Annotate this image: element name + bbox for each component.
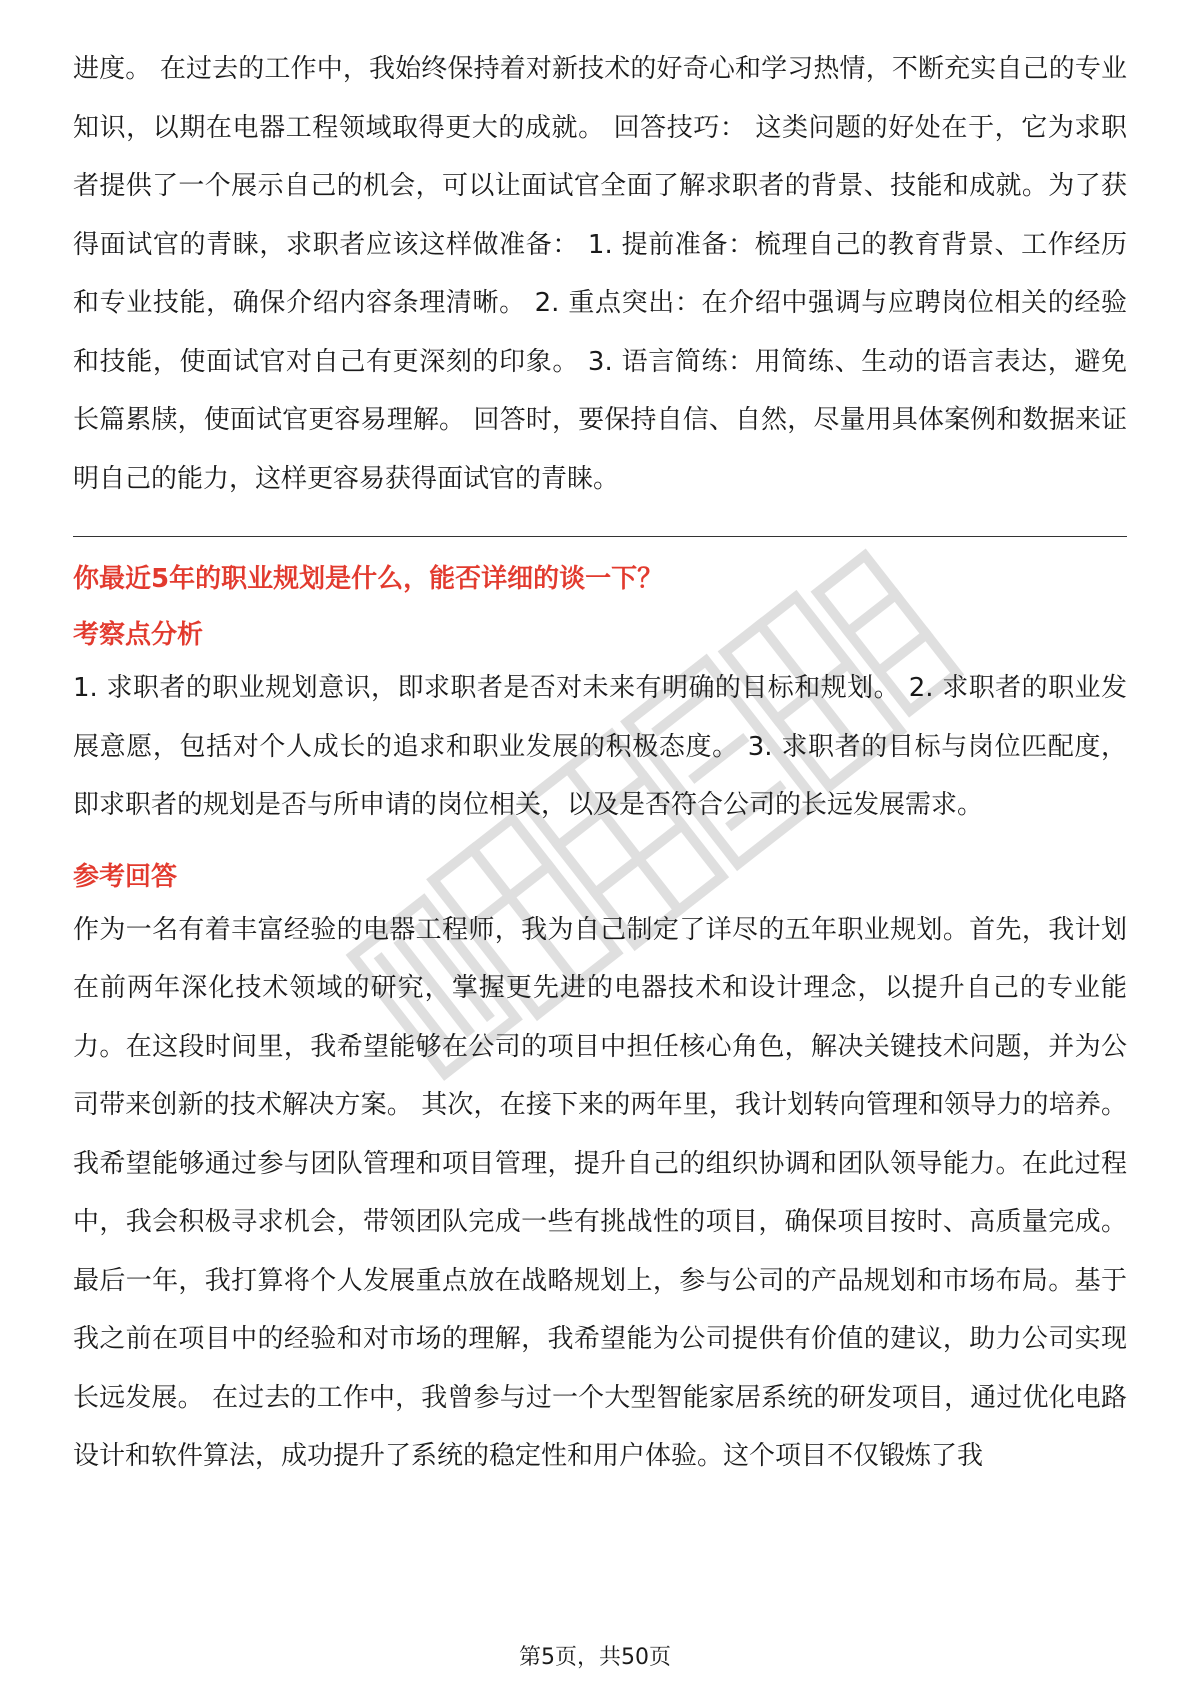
answer-heading: 参考回答 — [73, 861, 178, 892]
analysis-text: 1. 求职者的职业规划意识，即求职者是否对未来有明确的目标和规划。 2. 求职者的职业发展意愿，包括对个人成长的追求和职业发展的积极态度。 3. 求职者的目标与岗位匹配度，即求职者的规划是否与所申请的岗位相关，以及是否符合公司的长远发展需求。 — [73, 673, 1127, 820]
page-content — [73, 40, 1127, 1486]
question-title: 你最近5年的职业规划是什么，能否详细的谈一下？ — [73, 564, 664, 594]
page-footer: 第5页，共50页 — [519, 1645, 671, 1670]
analysis-heading: 考察点分析 — [73, 620, 204, 650]
answer-text: 作为一名有着丰富经验的电器工程师，我为自己制定了详尽的五年职业规划。首先，我计划在前两年深化技术领域的研究，掌握更先进的电器技术和设计理念，以提升自己的专业能力。在这段时间里，我希望能够在公司的项目中担任核心角色，解决关键技术问题，并为公司带来创新的技术解决方案。 其次，在接下来的两年里，我计划转向管理和领导力的培养。我希望能够通过参与团队管理和项目管理，提升自己的组织协调和团队领导能力。在此过程中，我会积极寻求机会，带领团队完成一些有挑战性的项目，确保项目按时、高质量完成。 最后一年，我打算将个人发展重点放在战略规划上，参与公司的产品规划和市场布局。基于我之前在项目中的经验和对市场的理解，我希望能为公司提供有价值的建议，助力公司实现长远发展。 在过去的工作中，我曾参与过一个大型智能家居系统的研发项目，通过优化电路设计和软件算法，成功提升了系统的稳定性和用户体验。这个项目不仅锻炼了我 — [73, 914, 1127, 1471]
intro-paragraph: 进度。 在过去的工作中，我始终保持着对新技术的好奇心和学习热情，不断充实自己的专业知识，以期在电器工程领域取得更大的成就。 回答技巧： 这类问题的好处在于，它为求职者提供了一个展示自己的机会，可以让面试官全面了解求职者的背景、技能和成就。为了获得面试官的青睐，求职者应该这样做准备： 1. 提前准备：梳理自己的教育背景、工作经历和专业技能，确保介绍内容条理清晰。 2. 重点突出：在介绍中强调与应聘岗位相关的经验和技能，使面试官对自己有更深刻的印象。 3. 语言简练：用简练、生动的语言表达，避免长篇累牍，使面试官更容易理解。 回答时，要保持自信、自然，尽量用具体案例和数据来证明自己的能力，这样更容易获得面试官的青睐。 — [73, 54, 1127, 494]
section-divider — [73, 536, 1127, 537]
